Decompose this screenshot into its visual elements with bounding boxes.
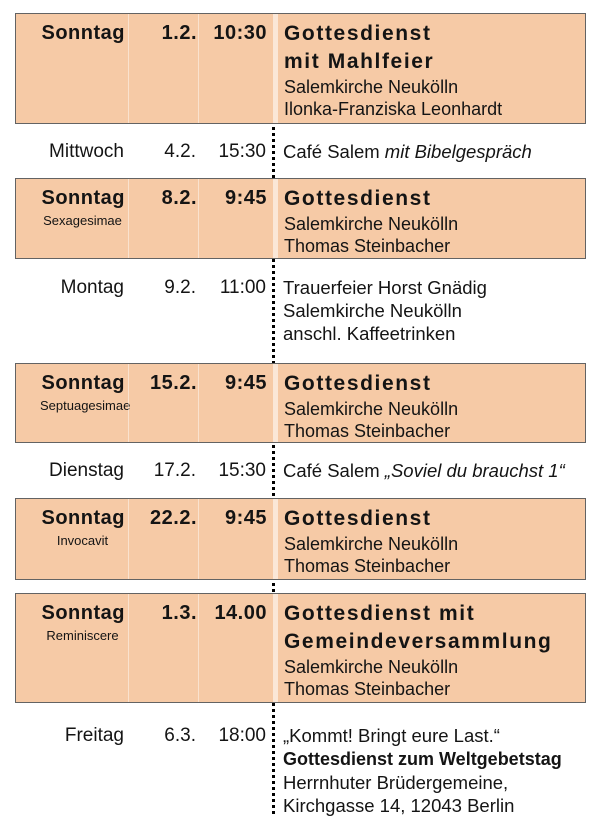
event-cell [284, 600, 585, 700]
time-cell: 9:45 [224, 372, 267, 394]
day-label: Sonntag [41, 372, 125, 394]
event-text-segment: Gottesdienst [284, 372, 432, 395]
sunday-service-row [15, 498, 586, 580]
event-line [284, 600, 585, 628]
event-cell [283, 140, 586, 163]
event-text-segment: Café Salem [283, 460, 385, 481]
day-label: Sonntag [41, 507, 125, 529]
day-label: Dienstag [49, 460, 124, 481]
event-cell [283, 276, 586, 345]
day-cell [16, 600, 128, 643]
event-line [284, 185, 585, 213]
weekday-event-row [15, 459, 586, 482]
liturgical-sunday-name: Sexagesimae [43, 213, 122, 228]
event-text-segment: „Soviel du brauchst 1“ [384, 460, 565, 481]
column-separator-line [273, 364, 278, 442]
weekday-event-row [15, 276, 586, 345]
column-separator-line [198, 594, 199, 702]
event-line [284, 20, 585, 48]
date-cell: 1.3. [161, 602, 197, 624]
day-label: Sonntag [41, 22, 125, 44]
event-line [283, 794, 586, 816]
liturgical-sunday-name: Septuagesimae [40, 398, 131, 413]
event-text-segment: Gottesdienst zum Weltgebetstag [283, 749, 562, 769]
time-cell: 14.00 [214, 602, 267, 624]
event-cell [284, 370, 585, 442]
event-text-segment: Café Salem [283, 141, 385, 162]
date-cell: 4.2. [164, 141, 196, 162]
event-cell [284, 185, 585, 257]
event-text-segment: Salemkirche Neukölln [284, 657, 459, 677]
event-line [284, 628, 585, 656]
event-line [284, 235, 585, 257]
column-separator-line [198, 364, 199, 442]
sunday-service-row [15, 178, 586, 259]
day-cell [15, 459, 127, 482]
event-line [283, 771, 586, 794]
column-separator-line [128, 499, 129, 579]
liturgical-sunday-name: Reminiscere [46, 628, 119, 643]
day-cell [15, 724, 127, 747]
event-text-segment: Thomas Steinbacher [284, 236, 451, 256]
column-separator-line [273, 179, 278, 258]
column-separator-line [273, 594, 278, 702]
event-line [283, 724, 586, 747]
date-cell: 15.2. [150, 372, 197, 394]
day-label: Freitag [64, 725, 124, 746]
event-line [284, 213, 585, 235]
event-line [284, 48, 585, 76]
date-cell: 8.2. [161, 187, 197, 209]
event-cell [284, 20, 585, 120]
date-cell: 22.2. [150, 507, 197, 529]
event-text-segment: Salemkirche Neukölln [284, 534, 459, 554]
event-line [284, 420, 585, 442]
weekday-event-row [15, 140, 586, 163]
event-text-segment: Gottesdienst [284, 187, 432, 210]
column-separator-line [273, 14, 278, 123]
day-label: Sonntag [41, 187, 125, 209]
weekday-event-row [15, 722, 586, 816]
event-cell [283, 459, 586, 482]
time-cell: 18:00 [218, 725, 266, 746]
event-text-segment: Ilonka-Franziska Leonhardt [284, 99, 503, 119]
event-line [284, 678, 585, 700]
event-text-segment: Salemkirche Neukölln [283, 300, 462, 321]
event-text-segment: „Kommt! Bringt eure Last.“ [283, 725, 500, 746]
event-line [284, 98, 585, 120]
time-cell: 10:30 [213, 22, 267, 44]
event-text-segment: Thomas Steinbacher [284, 679, 451, 699]
event-line [284, 656, 585, 678]
event-line [283, 299, 586, 322]
event-text-segment: Gottesdienst mit [284, 602, 476, 625]
day-cell [15, 140, 127, 163]
day-cell [16, 370, 131, 413]
day-label: Mittwoch [49, 141, 124, 162]
day-cell [16, 20, 128, 47]
time-cell: 9:45 [224, 507, 267, 529]
event-text-segment: Gottesdienst [284, 22, 432, 45]
event-text-segment: Gottesdienst [284, 507, 432, 530]
event-line [284, 76, 585, 98]
sunday-service-row [15, 363, 586, 443]
sunday-service-row [15, 13, 586, 124]
time-cell: 15:30 [218, 141, 266, 162]
day-cell [16, 505, 128, 548]
event-line [283, 747, 586, 771]
event-text-segment: Thomas Steinbacher [284, 421, 451, 441]
event-text-segment: mit Bibelgespräch [384, 141, 532, 162]
day-label: Montag [60, 277, 124, 298]
column-separator-line [128, 364, 129, 442]
event-line [283, 276, 586, 299]
date-cell: 6.3. [164, 725, 196, 746]
column-separator-line [128, 14, 129, 123]
time-cell: 15:30 [218, 460, 266, 481]
event-line [284, 370, 585, 398]
event-text-segment: Salemkirche Neukölln [284, 399, 459, 419]
column-separator-line [198, 179, 199, 258]
event-line [284, 398, 585, 420]
day-label: Sonntag [41, 602, 125, 624]
date-cell: 9.2. [164, 277, 196, 298]
time-cell: 9:45 [224, 187, 267, 209]
event-line [284, 505, 585, 533]
event-text-segment: mit Mahlfeier [284, 50, 435, 73]
date-cell: 1.2. [161, 22, 197, 44]
column-separator-line [198, 14, 199, 123]
sunday-service-row [15, 593, 586, 703]
event-text-segment: Salemkirche Neukölln [284, 77, 459, 97]
day-cell [15, 276, 127, 299]
time-cell: 11:00 [219, 277, 266, 298]
column-separator-line [273, 499, 278, 579]
liturgical-sunday-name: Invocavit [56, 533, 109, 548]
event-cell [284, 505, 585, 577]
event-cell [283, 724, 586, 816]
event-text-segment: Gemeindeversammlung [284, 630, 553, 653]
column-separator-line [198, 499, 199, 579]
column-separator-line [128, 594, 129, 702]
event-text-segment: Kirchgasse 14, 12043 Berlin [283, 795, 515, 816]
event-text-segment: Herrnhuter Brüdergemeine, [283, 772, 509, 793]
event-text-segment: Trauerfeier Horst Gnädig [283, 277, 487, 298]
event-line [283, 140, 586, 163]
event-text-segment: Salemkirche Neukölln [284, 214, 459, 234]
event-line [283, 322, 586, 345]
event-line [284, 533, 585, 555]
column-separator-line [128, 179, 129, 258]
event-line [284, 555, 585, 577]
event-line [283, 459, 586, 482]
event-text-segment: anschl. Kaffeetrinken [283, 323, 456, 344]
date-cell: 17.2. [153, 460, 196, 481]
event-text-segment: Thomas Steinbacher [284, 556, 451, 576]
day-cell [16, 185, 128, 228]
